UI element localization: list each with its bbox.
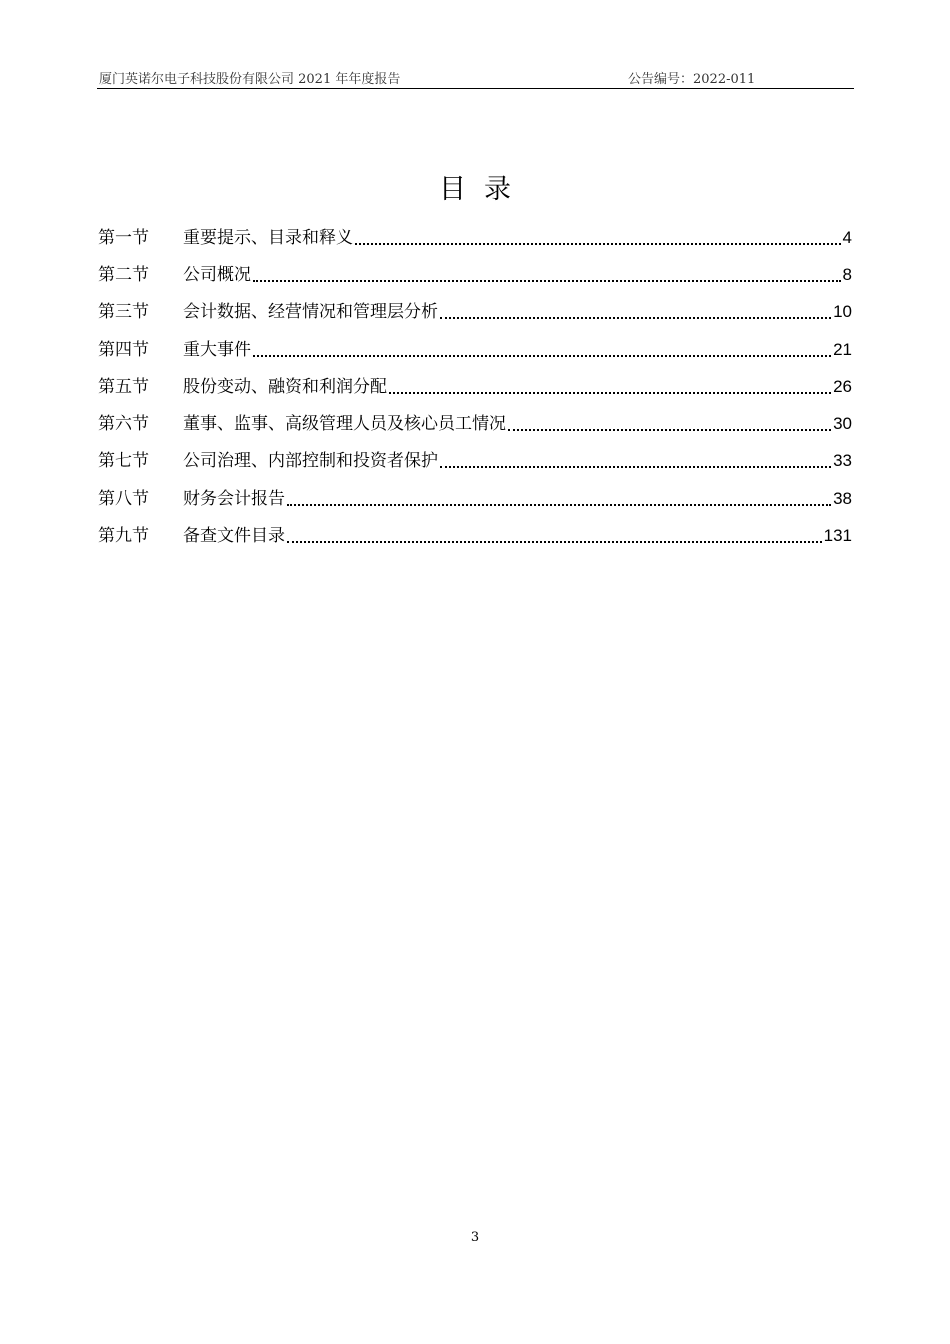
toc-section-title: 备查文件目录 [183,526,285,547]
toc-section-number: 第二节 [98,264,149,285]
toc-section-title: 财务会计报告 [183,488,285,509]
dot-leader [287,541,822,543]
toc-heading: 目录 [439,174,529,205]
dot-leader [253,280,841,282]
toc-entry-7[interactable] [98,443,852,480]
toc-section-number: 第三节 [98,302,149,323]
toc-page-number: 8 [842,264,852,284]
toc-section-number: 第五节 [98,376,149,397]
dot-leader [440,317,831,319]
toc-section-title: 股份变动、融资和利润分配 [183,376,387,397]
toc-section-number: 第九节 [98,526,149,547]
toc-section-title: 公司概况 [183,264,251,285]
toc-section-title: 公司治理、内部控制和投资者保护 [183,451,438,472]
dot-leader [389,392,831,394]
toc-page-number: 38 [833,488,852,508]
toc-entry-2[interactable] [98,256,852,293]
toc-section-number: 第一节 [98,227,149,248]
toc-section-number: 第四节 [98,339,149,360]
toc-page-number: 30 [833,414,852,434]
dot-leader [355,243,841,245]
page-header [97,66,854,89]
toc-section-title: 董事、监事、高级管理人员及核心员工情况 [183,414,506,435]
toc-section-number: 第七节 [98,451,149,472]
toc-entry-5[interactable] [98,368,852,405]
toc-entry-8[interactable] [98,480,852,517]
toc-section-title: 重要提示、目录和释义 [183,227,353,248]
dot-leader [253,355,831,357]
report-title-header: 厦门英诺尔电子科技股份有限公司 2021 年年度报告 [99,72,401,87]
toc-page-number: 21 [833,339,852,359]
page-number: 3 [470,1230,480,1245]
toc-page-number: 4 [842,227,852,247]
toc-page-number: 131 [823,526,852,546]
dot-leader [440,466,831,468]
toc-page-number: 10 [833,302,852,322]
dot-leader [508,429,831,431]
toc-page-number: 26 [833,376,852,396]
toc-entry-1[interactable] [98,219,852,256]
toc-page-number: 33 [833,451,852,471]
announcement-number: 公告编号：2022-011 [628,72,756,87]
toc-section-title: 会计数据、经营情况和管理层分析 [183,302,438,323]
dot-leader [287,504,831,506]
table-of-contents [98,219,852,555]
toc-entry-3[interactable] [98,294,852,331]
toc-entry-4[interactable] [98,331,852,368]
toc-section-number: 第六节 [98,414,149,435]
toc-section-number: 第八节 [98,488,149,509]
toc-entry-6[interactable] [98,405,852,442]
toc-entry-9[interactable] [98,517,852,554]
toc-section-title: 重大事件 [183,339,251,360]
